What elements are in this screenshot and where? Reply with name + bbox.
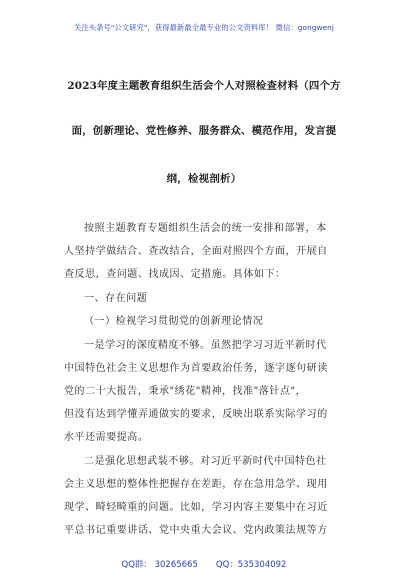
document-title-line-3: 纲，检视剖析）	[166, 173, 242, 185]
document-title-line-1: 2023年度主题教育组织生活会个人对照检查材料（四个方	[67, 80, 341, 92]
body-line: 会主义思想的整体性把握存在差距，存在急用急学、现用	[64, 479, 328, 490]
body-line: 查反思，查问题、找成因、定措施。具体如下：	[64, 269, 286, 280]
body-line: 水平还需要提高。	[64, 432, 149, 443]
body-line: 一是学习的深度精度不够。虽然把学习习近平新时代	[84, 340, 327, 351]
body-line: 人坚持学做结合、查改结合，全面对照四个方面，开展自	[64, 246, 328, 257]
section-heading: 一、存在问题	[84, 293, 148, 304]
body-line: 按照主题教育专题组织生活会的统一安排和部署，本	[84, 223, 327, 234]
body-line: 二是强化思想武装不够。对习近平新时代中国特色社	[84, 456, 327, 467]
footer-qq-group: QQ群： 30265665	[121, 560, 198, 570]
body-line: 中国特色社会主义思想作为首要政治任务，逐字逐句研读	[64, 363, 328, 374]
body-line: 平总书记重要讲话、党中央重大会议、党内政策法规等方	[64, 525, 328, 536]
body-line: 党的二十大报告，秉承"绣花"精神，找准"落针点"，	[64, 386, 307, 397]
document-title-line-2: 面，创新理论、党性修养、服务群众、模范作用，发言提	[71, 125, 337, 137]
footer-contact	[0, 558, 408, 570]
body-line: 现学、畸轻畸重的问题。比如，学习内容主要集中在习近	[64, 502, 328, 513]
subsection-heading: （一）检视学习贯彻党的创新理论情况	[84, 316, 264, 327]
footer-qq-number: QQ：535304092	[215, 560, 287, 570]
header-notice: 关注头条号"公文研究"，获得最新最全最专业的公文资料库！ 微信：gongwenj	[73, 23, 335, 32]
body-line: 但没有达到学懂弄通做实的要求，反映出联系实际学习的	[64, 409, 328, 420]
